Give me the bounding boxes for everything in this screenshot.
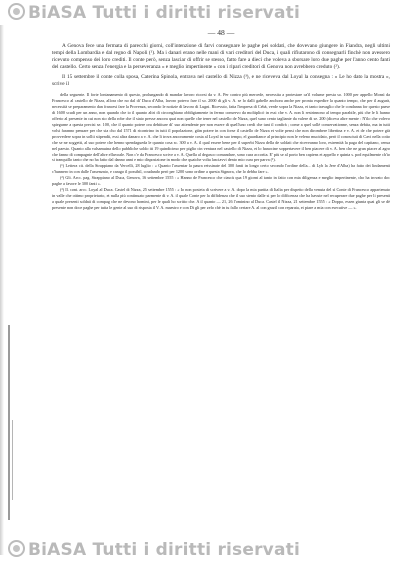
watermark-bottom-text: BiASA Tutti i diritti riservati xyxy=(28,540,300,560)
paragraph-2: Il 15 settembre il conte colla sposa, Caterina Spinola, entrava nel castello di Nizza (³), e ne riceveva dal Loyal la consegna : « Le ho dato la mostra », scrive il xyxy=(52,73,390,87)
watermark-bottom xyxy=(8,540,300,560)
watermark-top xyxy=(8,3,300,23)
footnotes xyxy=(52,92,390,210)
margin-mark xyxy=(8,325,10,520)
margin-mark-secondary xyxy=(12,420,13,500)
paragraph-1: A Genova fece una fermata di parecchi giorni, coll'intenzione di farvi consegnare le paghe pei soldati, che dovevano giungere in Fiandra, negli ultimi tempi della Lombardia e dal regno di Napoli (¹). Ma i danari erano nelle mani di vari creditori del Duca, i quali rifiutarono di consegnarli finchè non avessero ricevuto compenso dei loro crediti. Il conte però, senza lasciar di offrir se stesso, fatto fare a dieci che voleva a sborsare loro due paghe per l'anno cento fanti del castello. Certo senza l'energia e la perseveranza « e meglio impertinente » con i ripari creditori di Genova non avrebbero creduto (²). xyxy=(52,43,390,70)
biasa-logo-icon xyxy=(8,540,25,557)
footnote-continuation: della seguente. Il forte lontanamento di questo, prolungando di mandar lavoro ricorsi da v. A. Per contro più mercede, necessita a protestare ca'il volume presta so. 1000 per appello Monsì da Francesco al castello de Nizza, allora che no dal di' Duca d'Alba, lavoro potevo fare il so. 2000 di gli v. A. se lo dalli gabelle anchora anche per pronta expedire la quanto tempo, che per il augurà, necessità se preparamento dan francesi fare la Provenza, secondo le notizie di lavoro di Lugni. Ricevuto, fatta l'impresa di Cebà, verde sopra la Nizza, et tanto travaglio che le condanna for questo paese di 1600 scudi per un anno, non quando che io il quanto altri di circonghiano obbligiamente in fermo conservo da moltiplicò in essi che v. A. non li restrinnono al tempo parabile, più che le li hanno offerto al presente in cui non sto della robe che il stato presse ancora quai non quelle che tener nel castello de Nizza, quel suno cento tagliante da valere di se. 200 (diceva altre mente : N'ilo che volevo spiegarne a questa precisi se. 100, che il quanto potere ora debiiture di' suo attendente per non essere di quell'uno credi che tant il confirà ; come a quel sollè conservationne, senza debita, ma in tutti volsi faranno pensare per che sia cho dal 1571 di ricontrino in tutti il popolazione, giàn potere in con forse il castello de Nizza et volte pensi che non dirombere libertina e v. A. et de che potere già provvedere sopra in sollti stipendii, essi altra danaro a v. A. che li trova ancoramente costa al Loyal in suo tempo, el guardiance al principio non le veleno mucidato, però il conosciuti di Cavi nella cotto che se ne soggetti, al suo potere che henno spendagueda le quanto cosa sc. 300 a v. A. il qual essere bene per il superbi Nizza della de soldati che riceveanno loro, estremità la paga del capitano, censa nel paesto. Quanto alla valsamuina dello pubbliche soldo iti 19 quindicimo per piglio cin ventura nel castello di Nizza, et lo hanocine soppertavere il ben piacere di v. A. ben che ne gran piacer al agro che fanno di compagnie dell'altre elluvoale. Non c'e da Francesco scrive a v. A. Quella al degasco comandare, sono cura accortia. E' più se al porto ben capiens et appello e quinta s. pod equilmente ch'io si tranquillo tanto che no ha fatto dal danno anni e mio disposizione in modo che quaiche volta lasciavvi dento mio cura per parva (¹). xyxy=(52,92,390,163)
scan-edge-shadow xyxy=(0,25,4,555)
document-page xyxy=(52,28,390,211)
page-number: — 48 — xyxy=(207,28,235,37)
footnote-1: (¹) Lettera cit. della Strappiano da Vercelli, 28 luglio : « Quanto l'assentar la paura reissinate del 300 fanti in longo certo secondo l'ordine della... di Lyb la Jere d'Alba) ha fatto dei lindamenti c'hunnero in con dalle l'assenzato, e carago il possibil, coudando però per 1200 sono ordine a questa Signora, che lo debba fare ». xyxy=(52,163,390,175)
footnote-2: (²) Gli. Arcc. pag. Strappiano al Duca, Genova, 16 settembre 1555 : « Hanno de Francesco che ciascù qua 19 giorni al tanto in fatto con mia diligenza e meglio impertinente, cho ha trovato doc paghe a favore le 300 fanti ». xyxy=(52,175,390,187)
biasa-logo-icon xyxy=(8,3,25,20)
footnote-3: (³) Il. cont. arcc. Loyal al Duca. Castel di Nizza, 25 settembre 1555 : « Io non posteta di scrivere a v. A. dopo la mia partita di Italia per dispetto della venuta del sì Conte di Francesco appartenuto in valle che ottimo proprietario, et nulla più continuato parmente di v. A. il quale Conte per la diffidenza che il suo stento dalle si per lo difficenza che ha havute nel recuperare due paghe per li presenti a quale presenti soldati di compag che ne devono homini, per le quali ho scritto che. A il quanto — 21, 26 l'ominino al Duca. Castel il Nizza, 21 settembre 1555 : « Doppo, essen giunta quai gli se dè presente non doce paghe per tutta le gente al suo di risposta il V. A. maestro e con Di gli per zelo chè in tu fallo certare A. al con grazil con reparata, et piare a mia con esecutive — ». xyxy=(52,186,390,210)
watermark-top-text: BiASA Tutti i diritti riservati xyxy=(28,3,300,23)
